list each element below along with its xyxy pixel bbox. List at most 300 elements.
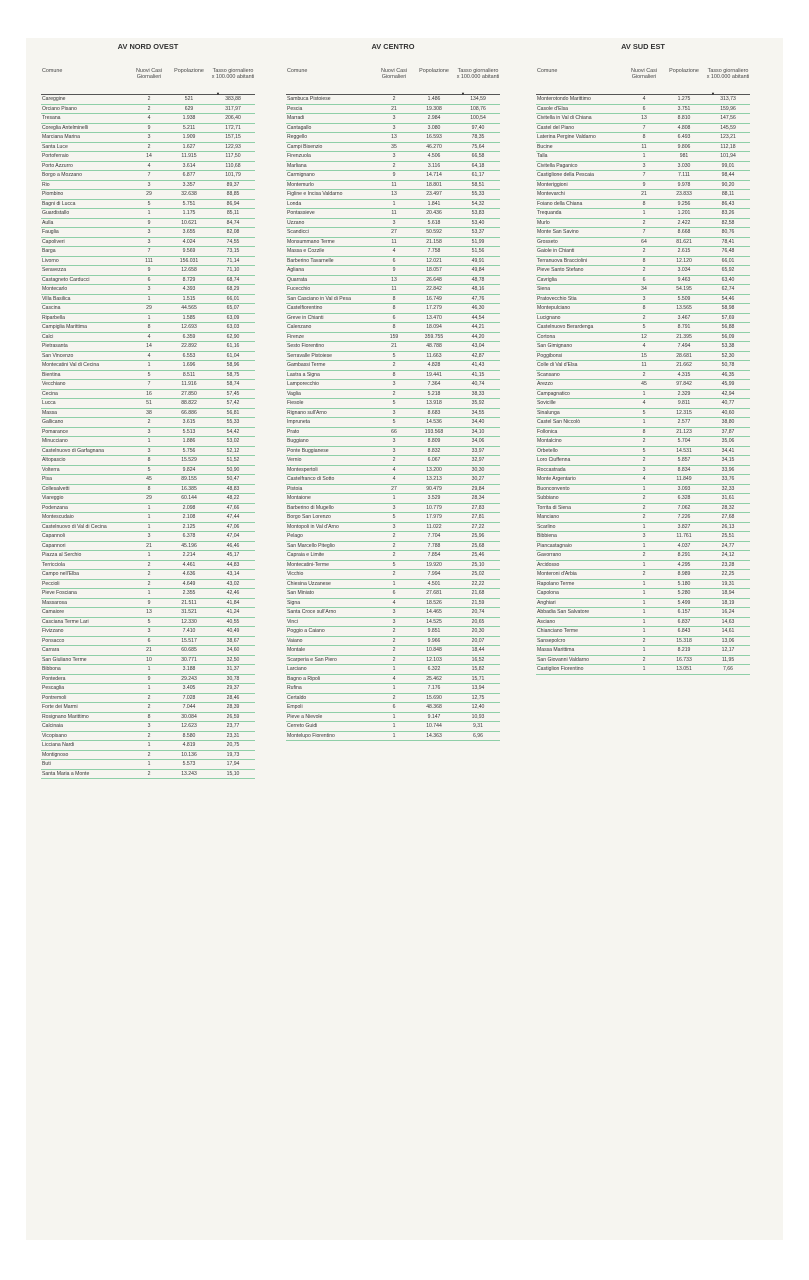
- cell-tasso: 34,60: [226, 647, 240, 653]
- table-row: [536, 627, 750, 637]
- cell-nuovi-casi: 7: [642, 229, 646, 235]
- table-row: [536, 456, 750, 466]
- cell-popolazione: 48.788: [426, 343, 442, 349]
- cell-tasso: 63,40: [721, 276, 735, 283]
- cell-tasso: 383,88: [225, 96, 241, 102]
- table-row: [41, 361, 255, 371]
- cell-tasso: 38,33: [471, 390, 485, 397]
- cell-tasso: 18,19: [721, 599, 735, 606]
- cell-comune: Aulla: [42, 219, 54, 226]
- cell-comune: Castagneto Carducci: [42, 276, 90, 283]
- table-row: [41, 770, 255, 780]
- cell-nuovi-casi: 4: [147, 162, 151, 169]
- cell-comune: Montemurlo: [287, 181, 314, 188]
- cell-nuovi-casi: 4: [642, 343, 646, 349]
- table-row: [41, 485, 255, 495]
- table-av-nord-ovest: [41, 38, 255, 779]
- header-tasso[interactable]: Tasso giornaliero x 100.000 abitanti: [706, 68, 750, 80]
- cell-nuovi-casi: 3: [392, 447, 396, 454]
- cell-tasso: 57,42: [226, 400, 240, 406]
- cell-comune: Seravezza: [42, 267, 67, 273]
- cell-nuovi-casi: 2: [147, 580, 151, 587]
- cell-comune: Montevarchi: [537, 191, 565, 197]
- cell-popolazione: 12.315: [676, 409, 692, 416]
- cell-tasso: 26,59: [226, 713, 240, 720]
- cell-popolazione: 19.308: [426, 105, 442, 112]
- cell-tasso: 31,37: [226, 666, 240, 672]
- table-row: [41, 333, 255, 343]
- cell-popolazione: 66.886: [181, 409, 197, 416]
- cell-comune: Manciano: [537, 514, 560, 520]
- cell-popolazione: 7.028: [182, 694, 196, 701]
- cell-tasso: 71,10: [226, 267, 240, 273]
- table-row: [286, 200, 500, 210]
- cell-tasso: 68,29: [226, 286, 240, 292]
- cell-tasso: 52,12: [226, 447, 240, 454]
- cell-comune: Altopascio: [42, 457, 66, 463]
- cell-popolazione: 4.037: [677, 542, 691, 549]
- cell-popolazione: 18.526: [426, 599, 442, 606]
- cell-comune: Cerreto Guidi: [287, 723, 318, 729]
- cell-comune: Rignano sull'Arno: [287, 409, 327, 416]
- cell-tasso: 53,40: [471, 219, 485, 226]
- cell-popolazione: 8.810: [677, 115, 691, 121]
- table-row: [286, 437, 500, 447]
- cell-nuovi-casi: 2: [147, 704, 151, 710]
- cell-tasso: 42,46: [226, 590, 240, 596]
- cell-comune: Castelnuovo di Garfagnana: [42, 447, 105, 454]
- cell-comune: Sovicille: [537, 400, 556, 406]
- cell-popolazione: 17.979: [426, 514, 442, 520]
- table-row: [286, 143, 500, 153]
- cell-comune: Castelfranco di Sotto: [287, 476, 335, 482]
- cell-nuovi-casi: 1: [392, 732, 396, 739]
- table-row: [286, 713, 500, 723]
- header-tasso[interactable]: Tasso giornaliero x 100.000 abitanti: [211, 68, 255, 80]
- cell-comune: Capannoli: [42, 533, 65, 539]
- table-row: [286, 266, 500, 276]
- cell-tasso: 20,30: [471, 628, 485, 634]
- cell-comune: Marradi: [287, 115, 305, 121]
- table-row: [536, 542, 750, 552]
- cell-popolazione: 20.436: [426, 210, 442, 216]
- cell-popolazione: 3.357: [182, 181, 196, 188]
- cell-nuovi-casi: 2: [642, 656, 646, 663]
- table-row: [536, 570, 750, 580]
- cell-tasso: 19,31: [721, 580, 735, 587]
- cell-tasso: 20,65: [471, 618, 485, 625]
- cell-nuovi-casi: 2: [392, 162, 396, 169]
- table-row: [286, 371, 500, 381]
- cell-comune: Monteriggioni: [537, 181, 568, 188]
- cell-comune: Tresana: [42, 115, 61, 121]
- table-row: [41, 675, 255, 685]
- cell-tasso: 22,25: [721, 571, 735, 577]
- cell-tasso: 45,99: [721, 381, 735, 387]
- cell-nuovi-casi: 4: [642, 96, 646, 102]
- cell-popolazione: 22.842: [426, 286, 442, 292]
- table-row: [41, 646, 255, 656]
- cell-comune: Certaldo: [287, 694, 307, 701]
- cell-comune: Fucecchio: [287, 286, 311, 292]
- cell-tasso: 24,77: [721, 542, 735, 549]
- table-row: [41, 114, 255, 124]
- table-row: [41, 665, 255, 675]
- cell-comune: Rapolano Terme: [537, 580, 575, 587]
- table-row: [41, 751, 255, 761]
- sort-desc-icon[interactable]: ▼: [711, 91, 715, 96]
- cell-comune: Firenzuola: [287, 153, 311, 159]
- cell-comune: Capolona: [537, 590, 559, 596]
- table-row: [41, 608, 255, 618]
- cell-popolazione: 8.511: [182, 371, 196, 378]
- cell-comune: Bucine: [537, 143, 553, 150]
- cell-tasso: 44,54: [471, 314, 485, 321]
- cell-popolazione: 6.843: [677, 628, 691, 634]
- cell-comune: Montecatini Val di Cecina: [42, 362, 100, 368]
- cell-popolazione: 2.125: [182, 523, 196, 530]
- cell-nuovi-casi: 4: [392, 599, 396, 606]
- cell-popolazione: 5.618: [427, 219, 441, 226]
- cell-tasso: 21,68: [471, 590, 485, 596]
- cell-comune: Pescia: [287, 105, 303, 112]
- cell-popolazione: 5.857: [677, 457, 691, 463]
- cell-nuovi-casi: 4: [642, 400, 646, 406]
- cell-tasso: 46,46: [226, 542, 240, 549]
- cell-tasso: 29,37: [226, 685, 240, 691]
- cell-nuovi-casi: 3: [642, 533, 646, 539]
- sort-desc-icon[interactable]: ▼: [216, 91, 220, 96]
- cell-popolazione: 6.157: [677, 609, 691, 615]
- cell-nuovi-casi: 159: [389, 333, 399, 340]
- cell-popolazione: 13.918: [426, 400, 442, 406]
- cell-nuovi-casi: 1: [642, 153, 646, 159]
- cell-tasso: 13,06: [721, 637, 735, 644]
- cell-tasso: 53,37: [471, 229, 485, 235]
- cell-nuovi-casi: 2: [147, 751, 151, 758]
- cell-nuovi-casi: 4: [392, 466, 396, 473]
- cell-tasso: 82,08: [226, 229, 240, 235]
- cell-comune: Terranuova Bracciolini: [537, 257, 588, 264]
- cell-nuovi-casi: 5: [642, 324, 646, 330]
- cell-popolazione: 6.837: [677, 618, 691, 625]
- cell-comune: Asciano: [537, 618, 556, 625]
- cell-nuovi-casi: 1: [147, 742, 151, 748]
- cell-popolazione: 5.509: [677, 295, 691, 302]
- table-row: [536, 342, 750, 352]
- cell-comune: Massarosa: [42, 599, 67, 606]
- cell-comune: Calenzano: [287, 324, 312, 330]
- cell-nuovi-casi: 4: [392, 248, 396, 254]
- cell-tasso: 58,75: [226, 371, 240, 378]
- cell-popolazione: 12.330: [181, 618, 197, 625]
- table-row: [41, 589, 255, 599]
- table-row: [536, 437, 750, 447]
- cell-popolazione: 6.493: [677, 134, 691, 140]
- table-row: [536, 285, 750, 295]
- cell-nuovi-casi: 2: [147, 419, 151, 425]
- table-row: [41, 342, 255, 352]
- cell-tasso: 22,22: [471, 580, 485, 587]
- cell-comune: Marliana: [287, 162, 307, 169]
- cell-popolazione: 16.385: [181, 485, 197, 492]
- cell-popolazione: 89.155: [181, 476, 197, 482]
- cell-nuovi-casi: 1: [147, 504, 151, 511]
- cell-nuovi-casi: 7: [147, 248, 151, 254]
- table-row: [41, 475, 255, 485]
- cell-tasso: 50,78: [721, 362, 735, 368]
- cell-nuovi-casi: 5: [392, 561, 396, 568]
- cell-comune: Montepulciano: [537, 305, 571, 311]
- cell-nuovi-casi: 3: [392, 618, 396, 625]
- cell-comune: Monte San Savino: [537, 229, 579, 235]
- cell-nuovi-casi: 64: [641, 238, 647, 245]
- cell-comune: Casciana Terme Lari: [42, 618, 89, 625]
- cell-tasso: 53,02: [226, 438, 240, 444]
- cell-comune: Trequanda: [537, 210, 562, 216]
- table-row: [41, 637, 255, 647]
- cell-comune: Pontedera: [42, 675, 66, 682]
- cell-tasso: 15,10: [226, 770, 240, 777]
- cell-popolazione: 13.051: [676, 666, 692, 672]
- cell-comune: Pietrasanta: [42, 343, 68, 349]
- cell-tasso: 35,06: [721, 438, 735, 444]
- table-row: [536, 656, 750, 666]
- cell-popolazione: 7.994: [427, 571, 441, 577]
- table-row: [536, 561, 750, 571]
- cell-popolazione: 8.729: [182, 276, 196, 283]
- cell-popolazione: 21.395: [676, 333, 692, 340]
- cell-tasso: 27,22: [471, 523, 485, 530]
- table-row: [41, 190, 255, 200]
- cell-popolazione: 97.842: [676, 381, 692, 387]
- cell-comune: Montopoli in Val d'Arno: [287, 523, 339, 530]
- cell-comune: Coreglia Antelminelli: [42, 124, 89, 131]
- cell-tasso: 54,32: [471, 200, 485, 207]
- cell-popolazione: 15.529: [181, 457, 197, 463]
- cell-tasso: 58,96: [226, 362, 240, 368]
- cell-comune: Poggio a Caiano: [287, 628, 325, 634]
- cell-comune: Buti: [42, 761, 51, 767]
- cell-nuovi-casi: 11: [391, 210, 397, 216]
- cell-tasso: 85,11: [226, 210, 240, 216]
- table-row: [286, 162, 500, 172]
- cell-popolazione: 6.378: [182, 533, 196, 539]
- cell-nuovi-casi: 10: [146, 656, 152, 663]
- cell-tasso: 40,49: [226, 628, 240, 634]
- cell-nuovi-casi: 1: [642, 542, 646, 549]
- cell-nuovi-casi: 9: [642, 181, 646, 188]
- cell-nuovi-casi: 11: [641, 362, 647, 368]
- cell-popolazione: 2.108: [182, 514, 196, 520]
- cell-nuovi-casi: 1: [642, 485, 646, 492]
- cell-popolazione: 193.568: [424, 428, 444, 435]
- table-row: [41, 295, 255, 305]
- cell-nuovi-casi: 8: [642, 134, 646, 140]
- table-row: [41, 314, 255, 324]
- cell-comune: Montecatini-Terme: [287, 561, 329, 568]
- cell-nuovi-casi: 3: [642, 466, 646, 473]
- cell-nuovi-casi: 5: [392, 419, 396, 425]
- cell-tasso: 28,34: [471, 495, 485, 501]
- cell-nuovi-casi: 5: [642, 447, 646, 454]
- cell-tasso: 74,55: [226, 238, 240, 245]
- cell-nuovi-casi: 2: [392, 656, 396, 663]
- cell-tasso: 11,95: [721, 656, 735, 663]
- cell-comune: Vinci: [287, 618, 298, 625]
- sort-desc-icon[interactable]: ▼: [461, 91, 465, 96]
- cell-popolazione: 18.801: [426, 181, 442, 188]
- cell-nuovi-casi: 38: [146, 409, 152, 416]
- cell-popolazione: 54.195: [676, 286, 692, 292]
- table-row: [286, 570, 500, 580]
- cell-nuovi-casi: 3: [147, 238, 151, 245]
- cell-nuovi-casi: 5: [147, 618, 151, 625]
- cell-tasso: 123,21: [720, 134, 736, 140]
- table-row: [286, 561, 500, 571]
- cell-popolazione: 25.462: [426, 675, 442, 682]
- table-row: [41, 722, 255, 732]
- cell-tasso: 98,44: [721, 172, 735, 178]
- cell-nuovi-casi: 2: [147, 694, 151, 701]
- cell-popolazione: 3.080: [427, 124, 441, 131]
- cell-comune: Pisa: [42, 476, 52, 482]
- table-row: [536, 475, 750, 485]
- cell-nuovi-casi: 3: [147, 533, 151, 539]
- cell-nuovi-casi: 2: [642, 267, 646, 273]
- cell-comune: Colle di Val d'Elsa: [537, 362, 578, 368]
- cell-nuovi-casi: 2: [392, 390, 396, 397]
- cell-comune: Sinalunga: [537, 409, 560, 416]
- cell-comune: Buggiano: [287, 438, 309, 444]
- cell-popolazione: 629: [184, 105, 194, 112]
- cell-nuovi-casi: 29: [146, 305, 152, 311]
- cell-popolazione: 4.315: [677, 371, 691, 378]
- cell-tasso: 33,97: [471, 447, 485, 454]
- table-row: [536, 532, 750, 542]
- cell-popolazione: 1.585: [182, 314, 196, 321]
- cell-tasso: 61,16: [226, 343, 240, 349]
- cell-popolazione: 9.256: [677, 200, 691, 207]
- cell-popolazione: 5.211: [182, 124, 196, 131]
- cell-popolazione: 10.779: [426, 504, 442, 511]
- cell-nuovi-casi: 9: [392, 267, 396, 273]
- cell-nuovi-casi: 2: [147, 732, 151, 739]
- table-row: [286, 190, 500, 200]
- cell-popolazione: 1.627: [182, 143, 196, 150]
- cell-popolazione: 46.270: [426, 143, 442, 150]
- cell-comune: San Casciano in Val di Pesa: [287, 295, 351, 302]
- table-title: AV NORD OVEST: [117, 42, 179, 51]
- cell-nuovi-casi: 3: [392, 504, 396, 511]
- cell-nuovi-casi: 3: [642, 162, 646, 169]
- cell-tasso: 25,96: [471, 533, 485, 539]
- cell-nuovi-casi: 1: [147, 666, 151, 672]
- cell-nuovi-casi: 6: [642, 276, 646, 283]
- cell-popolazione: 23.833: [676, 191, 692, 197]
- table-row: [536, 665, 750, 675]
- table-row: [536, 171, 750, 181]
- cell-popolazione: 7.494: [677, 343, 691, 349]
- cell-tasso: 25,02: [471, 571, 485, 577]
- cell-popolazione: 10.848: [426, 647, 442, 653]
- cell-tasso: 63,03: [226, 324, 240, 330]
- cell-tasso: 66,01: [226, 295, 240, 302]
- cell-tasso: 46,30: [471, 305, 485, 311]
- cell-popolazione: 7.364: [427, 381, 441, 387]
- cell-tasso: 40,77: [721, 400, 735, 406]
- cell-nuovi-casi: 3: [392, 153, 396, 159]
- table-row: [536, 513, 750, 523]
- cell-tasso: 35,92: [471, 400, 485, 406]
- table-row: [41, 694, 255, 704]
- table-row: [286, 456, 500, 466]
- table-row: [286, 257, 500, 267]
- table-row: [536, 504, 750, 514]
- cell-nuovi-casi: 5: [392, 352, 396, 359]
- cell-comune: Vaiano: [287, 637, 303, 644]
- cell-popolazione: 8.291: [677, 552, 691, 558]
- cell-popolazione: 2.329: [677, 390, 691, 397]
- table-row: [41, 580, 255, 590]
- cell-nuovi-casi: 8: [392, 295, 396, 302]
- cell-comune: Gambassi Terme: [287, 362, 326, 368]
- cell-popolazione: 21.511: [181, 599, 197, 606]
- cell-popolazione: 16.733: [676, 656, 692, 663]
- cell-nuovi-casi: 13: [641, 115, 647, 121]
- cell-tasso: 101,94: [720, 153, 736, 159]
- table-row: [41, 352, 255, 362]
- cell-comune: Piancastagnaio: [537, 542, 572, 549]
- cell-nuovi-casi: 1: [147, 761, 151, 767]
- cell-nuovi-casi: 9: [147, 219, 151, 226]
- cell-tasso: 34,41: [721, 447, 735, 454]
- cell-nuovi-casi: 21: [391, 343, 397, 349]
- cell-popolazione: 4.024: [182, 238, 196, 245]
- cell-nuovi-casi: 3: [392, 609, 396, 615]
- cell-comune: Signa: [287, 599, 301, 606]
- cell-tasso: 71,14: [226, 257, 240, 264]
- cell-comune: Civitella in Val di Chiana: [537, 115, 592, 121]
- cell-tasso: 50,47: [226, 476, 240, 482]
- cell-nuovi-casi: 7: [642, 172, 646, 178]
- cell-tasso: 62,90: [226, 333, 240, 340]
- header-nuovi-casi: Nuovi Casi Giornalieri: [135, 68, 163, 80]
- cell-popolazione: 17.279: [426, 305, 442, 311]
- cell-popolazione: 11.761: [676, 533, 692, 539]
- table-row: [41, 523, 255, 533]
- table-row: [536, 580, 750, 590]
- cell-tasso: 108,76: [470, 105, 486, 112]
- cell-tasso: 38,67: [226, 637, 240, 644]
- table-row: [41, 656, 255, 666]
- cell-comune: Pontassieve: [287, 210, 315, 216]
- cell-nuovi-casi: 2: [147, 770, 151, 777]
- cell-tasso: 47,66: [226, 504, 240, 511]
- cell-tasso: 15,82: [471, 666, 485, 672]
- cell-nuovi-casi: 3: [392, 219, 396, 226]
- cell-comune: Bibbona: [42, 666, 61, 672]
- cell-tasso: 44,83: [226, 561, 240, 568]
- cell-comune: Podenzana: [42, 504, 68, 511]
- cell-nuovi-casi: 51: [146, 400, 152, 406]
- header-tasso[interactable]: Tasso giornaliero x 100.000 abitanti: [456, 68, 500, 80]
- cell-comune: Lamporecchio: [287, 381, 319, 387]
- table-row: [536, 608, 750, 618]
- cell-comune: Arezzo: [537, 381, 553, 387]
- cell-popolazione: 13.213: [426, 476, 442, 482]
- cell-nuovi-casi: 2: [392, 647, 396, 653]
